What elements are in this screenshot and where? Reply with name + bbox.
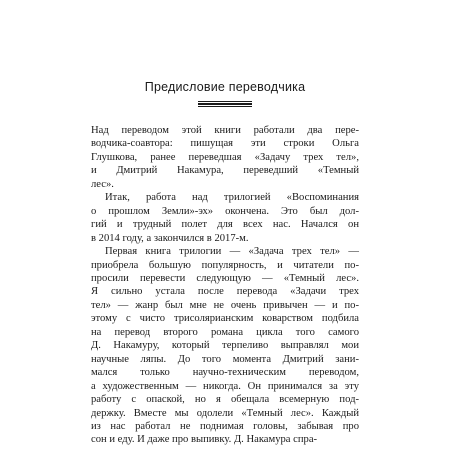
text-line: и Дмитрий Накамура, переведший «Темный bbox=[91, 165, 359, 177]
text-line: Я сильно устала после перевода «Задачи трех bbox=[91, 286, 359, 298]
text-line: в 2014 году, а закончился в 2017-м. bbox=[91, 232, 249, 244]
text-line: а художественным — никогда. Он принимался за эту bbox=[91, 380, 359, 392]
text-line: Первая книга трилогии — «Задача трех тел» — bbox=[105, 246, 359, 258]
text-line: лес». bbox=[91, 178, 114, 190]
ornament-rule-1 bbox=[198, 101, 252, 102]
text-line: тел» — жанр был мне не очень привычен — и по- bbox=[91, 299, 359, 311]
text-line: Д. Накамуру, который терпеливо выправлял мои bbox=[91, 340, 359, 352]
ornament-rule-3 bbox=[198, 106, 252, 107]
text-line: из нас работал не поднимая головы, забывая про bbox=[91, 420, 359, 432]
text-line: Над переводом этой книги работали два пере- bbox=[91, 125, 359, 136]
chapter-heading: Предисловие переводчика bbox=[144, 80, 306, 94]
text-line: держку. Вместе мы одолели «Темный лес». Каждый bbox=[91, 407, 359, 419]
heading-ornament bbox=[198, 101, 252, 109]
body-text bbox=[91, 124, 359, 447]
text-line: работу с опаской, но я обещала всемерную под- bbox=[91, 394, 359, 406]
paragraph bbox=[91, 191, 359, 245]
text-line: сон и еду. И даже про выпивку. Д. Накамура спра- bbox=[91, 434, 318, 446]
text-line: о прошлом Земли»-эх» окончена. Это был дол- bbox=[91, 205, 359, 217]
text-line: научные ляпы. До того момента Дмитрий зани- bbox=[91, 353, 359, 365]
ornament-rule-2 bbox=[198, 103, 252, 104]
text-line: водчика-соавтора: пишущая эти строки Ольга bbox=[91, 138, 359, 150]
text-line: Глушкова, ранее переведшая «Задачу трех тел», bbox=[91, 151, 359, 163]
paragraph bbox=[91, 124, 359, 191]
text-line: мался только научно-техническим переводом, bbox=[91, 367, 359, 379]
text-line: Итак, работа над трилогией «Воспоминания bbox=[105, 192, 359, 204]
text-line: приобрела большую популярность, и читатели по- bbox=[91, 259, 359, 271]
text-line: гий и трудный полет для всех нас. Начался он bbox=[91, 219, 359, 231]
paragraph bbox=[91, 245, 359, 447]
text-line: этому с чисто трисолярианским коварством подбила bbox=[91, 313, 359, 325]
text-line: просили перевести следующую — «Темный лес». bbox=[91, 272, 359, 284]
text-line: на перевод второго романа цикла того самого bbox=[91, 326, 359, 338]
